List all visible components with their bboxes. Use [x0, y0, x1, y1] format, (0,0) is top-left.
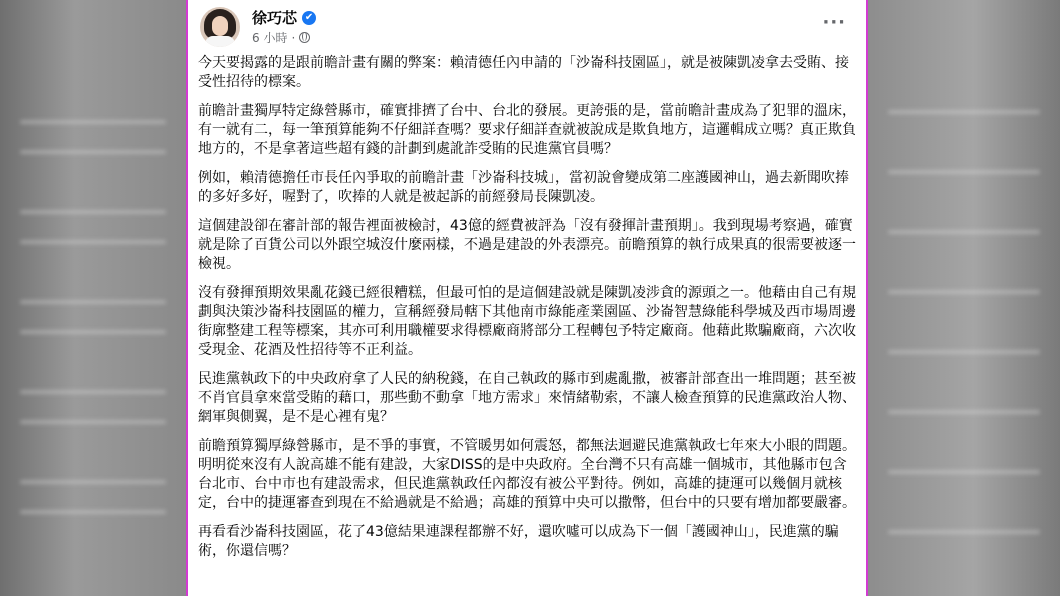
- meta-separator: ·: [291, 30, 296, 45]
- public-globe-icon[interactable]: [299, 32, 310, 43]
- post-paragraph: 前瞻計畫獨厚特定綠營縣市，確實排擠了台中、台北的發展。更誇張的是，當前瞻計畫成為了犯罪的溫床，有一就有二，每一筆預算能夠不仔細詳查嗎？要求仔細詳查就被說成是欺負地方，這邏輯成立嗎？真正欺負地方的，不是拿著這些超有錢的計劃到處訛詐受賄的民進黨官員嗎？: [198, 103, 856, 157]
- post-paragraph: 例如，賴清德擔任市長任內爭取的前瞻計畫「沙崙科技城」，當初說會變成第二座護國神山，過去新聞吹捧的多好多好，喔對了，吹捧的人就是被起訴的前經發局長陳凱凌。: [198, 170, 849, 205]
- more-options-icon[interactable]: ···: [822, 12, 846, 33]
- background-left-blur: [0, 0, 186, 596]
- frame-edge-right: [866, 0, 868, 596]
- post-paragraph: 民進黨執政下的中央政府拿了人民的納稅錢，在自己執政的縣市到處亂撒，被審計部查出一堆問題；甚至被不肖官員拿來當受賄的藉口，那些動不動拿「地方需求」來情緒勒索，不讓人檢查預算的民進黨政治人物、網軍與側翼，是不是心裡有鬼？: [198, 371, 856, 425]
- post-paragraph: 前瞻預算獨厚綠營縣市，是不爭的事實，不管暖男如何震怒，都無法迴避民進黨執政七年來大小眼的問題。明明從來沒有人說高雄不能有建設，大家DISS的是中央政府。全台灣不只有高雄一個城市，其他縣市包含台北市、台中市也有建設需求，但民進黨執政任內都沒有被公平對待。例如，高雄的捷運可以幾個月就核定，台中的捷運審查到現在不給過就是不給過；高雄的預算中央可以撒幣，但台中的只要有增加都要嚴審。: [198, 438, 856, 511]
- post-paragraph: 再看看沙崙科技園區，花了43億結果連課程都辦不好，還吹噓可以成為下一個「護國神山」，民進黨的騙術，你還信嗎？: [198, 524, 839, 559]
- author-name[interactable]: 徐巧芯: [252, 9, 298, 27]
- post-paragraph: 這個建設卻在審計部的報告裡面被檢討，43億的經費被評為「沒有發揮計畫預期」。我到現場考察過，確實就是除了百貨公司以外跟空城沒什麼兩樣，不過是建設的外表漂亮。前瞻預算的執行成果真的很需要被逐一檢視。: [198, 218, 856, 272]
- post-body: [198, 54, 860, 571]
- post-header: [188, 0, 866, 52]
- avatar[interactable]: [200, 7, 240, 47]
- author-row: [252, 7, 316, 28]
- background-right-blur: [868, 0, 1060, 596]
- post-paragraph: 沒有發揮預期效果亂花錢已經很糟糕，但最可怕的是這個建設就是陳凱凌涉貪的源頭之一。他藉由自己有規劃與決策沙崙科技園區的權力，宣稱經發局轄下其他南市綠能產業園區、沙崙智慧綠能科學城及西市場周邊街廓整建工程等標案，其亦可利用職權要求得標廠商將部分工程轉包予特定廠商。他藉此欺騙廠商，六次收受現金、花酒及性招待等不正利益。: [198, 285, 856, 358]
- post-meta: [252, 29, 310, 46]
- facebook-post: [188, 0, 866, 596]
- post-paragraph: 今天要揭露的是跟前瞻計畫有關的弊案：賴清德任內申請的「沙崙科技園區」，就是被陳凱凌拿去受賄、接受性招待的標案。: [198, 55, 849, 90]
- post-time[interactable]: 6 小時: [252, 31, 288, 45]
- verified-badge-icon: ✔: [302, 11, 316, 25]
